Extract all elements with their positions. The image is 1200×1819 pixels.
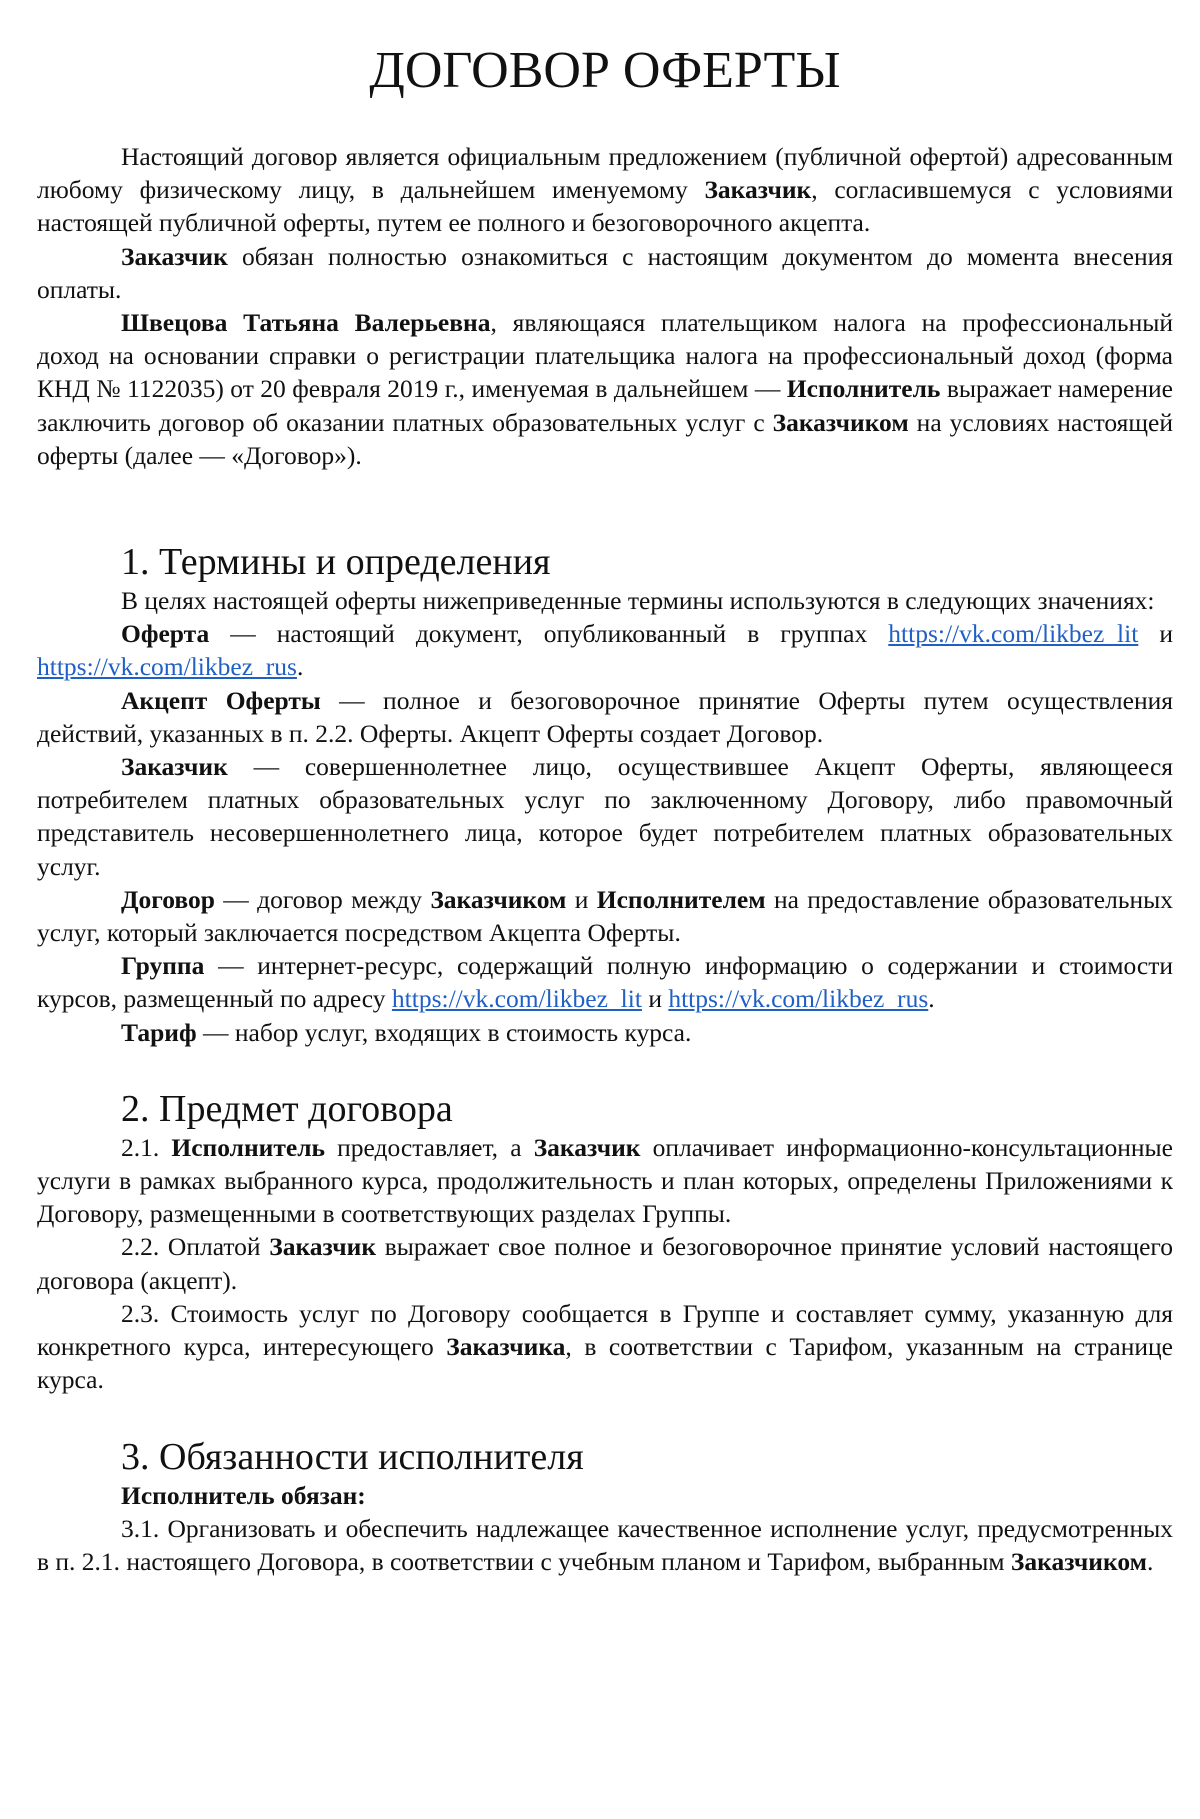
- document-title: ДОГОВОР ОФЕРТЫ: [369, 42, 841, 99]
- definition-tarif: [37, 1016, 1173, 1049]
- intro-paragraph-2: [37, 240, 1173, 306]
- text: — настоящий документ, опубликованный в группах: [209, 619, 889, 649]
- section-3-subheading: [37, 1479, 1173, 1512]
- clause-3-1: [37, 1512, 1173, 1578]
- text: оплачивает информационно-консультационные услуги в рамках выбранного курса, продолжительность и план которых, определены Приложениями к Договору, размещенными в соответствующих разделах Группы.: [37, 1132, 1173, 1229]
- term-zakazchikom: Заказчиком: [1010, 1546, 1147, 1576]
- term-zakazchik: Заказчик: [269, 1232, 377, 1262]
- term-tarif: Тариф: [121, 1017, 197, 1047]
- definition-akcept: [37, 684, 1173, 750]
- link-likbez-lit[interactable]: https://vk.com/likbez_lit: [391, 984, 642, 1014]
- section-2-heading: 2. Предмет договора: [121, 1087, 453, 1130]
- term-dogovor: Договор: [121, 884, 215, 914]
- text: на предоставление образовательных услуг, который заключается посредством Акцепта Оферты.: [37, 884, 1173, 948]
- text: и: [641, 984, 669, 1014]
- section-3-heading: 3. Обязанности исполнителя: [121, 1435, 584, 1478]
- text: , в соответствии с Тарифом, указанным на странице курса.: [37, 1332, 1173, 1395]
- term-gruppa: Группа: [121, 951, 205, 981]
- term-zakazchikom: Заказчиком: [772, 407, 909, 437]
- text: — договор между: [214, 884, 431, 914]
- text: 2.2. Оплатой: [121, 1232, 270, 1262]
- term-ispolnitel: Исполнитель: [786, 374, 941, 404]
- section-1-heading: 1. Термины и определения: [121, 541, 551, 584]
- text: предоставляет, а: [325, 1132, 534, 1162]
- term-zakazchik: Заказчик: [121, 241, 228, 271]
- text: .: [1147, 1546, 1154, 1576]
- link-likbez-lit[interactable]: https://vk.com/likbez_lit: [888, 619, 1139, 649]
- clause-2-1: [37, 1131, 1173, 1231]
- term-ispolnitelem: Исполнителем: [596, 884, 766, 914]
- term-akcept: Акцепт Оферты: [121, 685, 321, 715]
- text: .: [928, 984, 935, 1014]
- text: и: [1138, 619, 1173, 649]
- contractor-name: Швецова Татьяна Валерьевна: [121, 308, 491, 338]
- term-oferta: Оферта: [121, 619, 210, 649]
- text: — совершеннолетнее лицо, осуществившее Акцепт Оферты, являющееся потребителем платных образовательных услуг по заключенному Договору, либо правомочный представитель несовершеннолетнего лица, которое будет потребителем платных образовательных услуг.: [37, 752, 1173, 881]
- clause-2-2: [37, 1230, 1173, 1296]
- term-zakazchik: Заказчик: [704, 175, 812, 205]
- text: , согласившемуся с условиями настоящей публичной оферты, путем ее полного и безоговорочного акцепта.: [37, 175, 1173, 238]
- definition-gruppa: [37, 949, 1173, 1015]
- term-zakazchikom: Заказчиком: [430, 884, 567, 914]
- text: 2.1.: [121, 1132, 172, 1162]
- section-1-lead: В целях настоящей оферты нижеприведенные термины используются в следующих значениях:: [121, 586, 1155, 616]
- text: 3.1. Организовать и обеспечить надлежащее качественное исполнение услуг, предусмотренных в п. 2.1. настоящего Договора, в соответствии с учебным планом и Тарифом, выбранным: [37, 1513, 1173, 1576]
- text: — полное и безоговорочное принятие Оферты путем осуществления действий, указанных в п. 2.2. Оферты. Акцепт Оферты создает Договор.: [37, 685, 1173, 748]
- text: и: [566, 884, 597, 914]
- text: выражает свое полное и безоговорочное принятие условий настоящего договора (акцепт).: [37, 1232, 1173, 1295]
- term-zakazchika: Заказчика: [446, 1332, 566, 1362]
- intro-paragraph-3: [37, 306, 1173, 472]
- text: на условиях настоящей оферты (далее — «Договор»).: [37, 407, 1173, 470]
- link-likbez-rus[interactable]: https://vk.com/likbez_rus: [668, 984, 929, 1014]
- text: , являющаяся плательщиком налога на профессиональный доход на основании справки о регистрации плательщика налога на профессиональный доход (форма КНД № 1122035) от 20 февраля 2019 г., именуемая в дальнейшем —: [37, 308, 1173, 404]
- definition-dogovor: [37, 883, 1173, 949]
- link-likbez-rus[interactable]: https://vk.com/likbez_rus: [37, 652, 297, 682]
- definition-zakazchik: [37, 750, 1173, 883]
- term-ispolnitel: Исполнитель: [171, 1132, 325, 1162]
- text: — набор услуг, входящих в стоимость курса.: [196, 1017, 692, 1047]
- text: Настоящий договор является официальным предложением (публичной офертой) адресованным любому физическому лицу, в дальнейшем именуемому: [37, 142, 1173, 205]
- document-page: [37, 38, 1173, 1578]
- subheading-text: Исполнитель обязан:: [121, 1480, 366, 1510]
- intro-paragraph-1: [37, 140, 1173, 240]
- clause-2-3: [37, 1297, 1173, 1397]
- text: обязан полностью ознакомиться с настоящим документом до момента внесения оплаты.: [37, 241, 1173, 304]
- term-zakazchik: Заказчик: [533, 1132, 641, 1162]
- text: .: [296, 652, 304, 682]
- term-zakazchik: Заказчик: [121, 752, 228, 782]
- text: — интернет-ресурс, содержащий полную информацию о содержании и стоимости курсов, размещенный по адресу: [37, 951, 1173, 1014]
- text: 2.3. Стоимость услуг по Договору сообщается в Группе и составляет сумму, указанную для конкретного курса, интересующего: [37, 1298, 1173, 1362]
- text: выражает намерение заключить договор об оказании платных образовательных услуг с: [37, 374, 1173, 437]
- definition-oferta: [37, 617, 1173, 683]
